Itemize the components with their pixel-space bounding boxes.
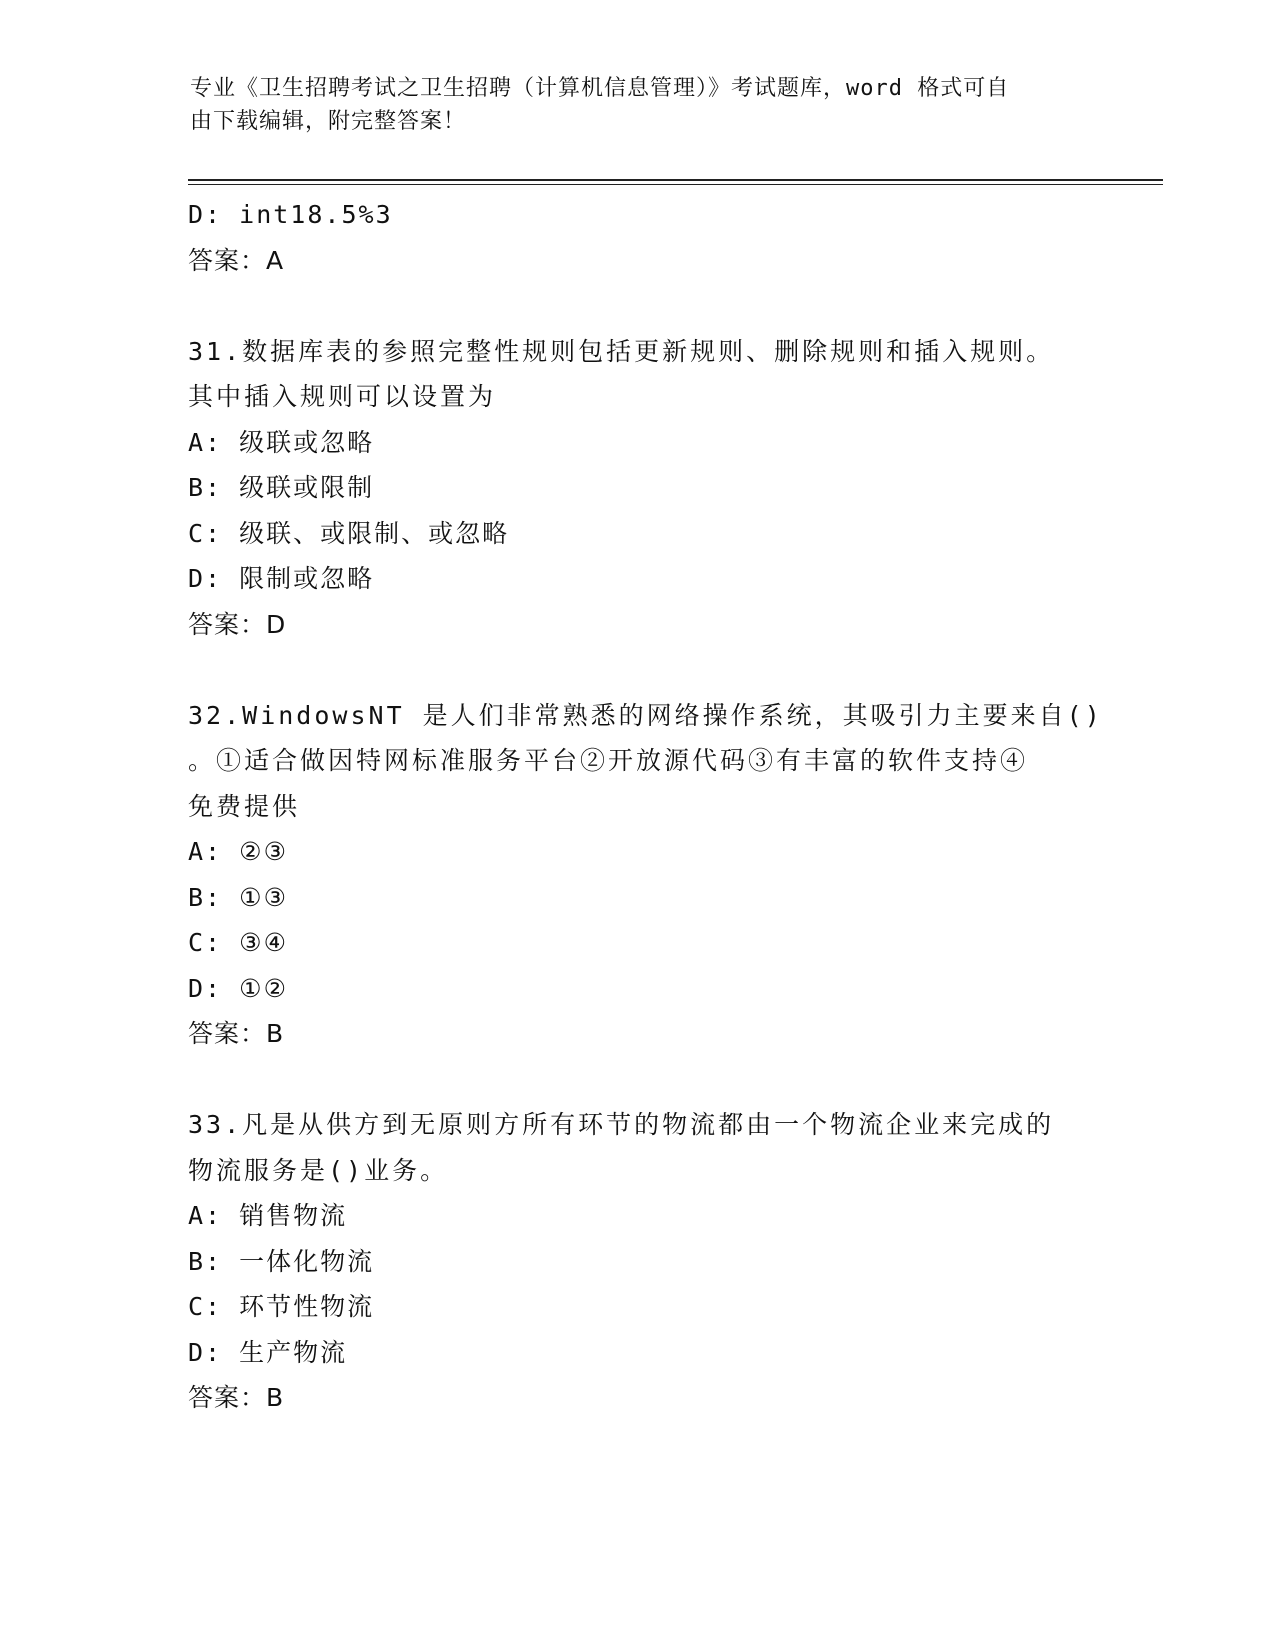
q33-option-d: D: 生产物流 [188,1337,348,1367]
q31-option-d: D: 限制或忽略 [188,564,375,593]
question-33 [188,1102,1088,1421]
q32-stem-line-1: 32.WindowsNT 是人们非常熟悉的网络操作系统，其吸引力主要来自() [188,700,1103,730]
q31-option-b: B: 级联或限制 [188,473,375,502]
q31-stem-line-1: 31.数据库表的参照完整性规则包括更新规则、删除规则和插入规则。 [188,336,1055,366]
q33-answer: 答案：B [188,1383,285,1412]
spacer [188,283,1088,329]
q32-option-a: A: ②③ [188,837,288,866]
q33-option-b: B: 一体化物流 [188,1246,375,1276]
q33-option-a: A: 销售物流 [188,1201,348,1230]
question-32 [188,693,1103,1057]
prev-option-d: D: int18.5%3 [188,200,393,229]
header-divider-thick [188,179,1163,181]
header-line-2: 由下载编辑，附完整答案！ [190,109,467,134]
spacer [188,1057,1088,1103]
q31-stem-line-2: 其中插入规则可以设置为 [188,382,497,411]
q32-option-c: C: ③④ [188,928,288,957]
q31-option-c: C: 级联、或限制、或忽略 [188,518,510,548]
q31-answer: 答案：D [188,609,287,639]
document-header [190,72,1070,138]
q32-stem-line-2: 。①适合做因特网标准服务平台②开放源代码③有丰富的软件支持④ [188,746,1029,775]
header-line-1: 专业《卫生招聘考试之卫生招聘（计算机信息管理）》考试题库，word 格式可自 [190,76,1010,101]
q33-option-c: C: 环节性物流 [188,1292,375,1321]
q33-stem-line-1: 33.凡是从供方到无原则方所有环节的物流都由一个物流企业来完成的 [188,1110,1055,1139]
q31-option-a: A: 级联或忽略 [188,427,375,457]
header-divider-thin [188,184,1163,185]
question-31 [188,329,1088,648]
prev-answer: 答案：A [188,245,285,275]
q32-stem-line-3: 免费提供 [188,791,301,821]
q32-answer: 答案：B [188,1019,285,1048]
q32-option-b: B: ①③ [188,882,288,912]
spacer [188,647,1088,693]
question-list [188,192,1103,1421]
q33-stem-line-2: 物流服务是()业务。 [188,1155,449,1185]
q32-option-d: D: ①② [188,973,288,1003]
